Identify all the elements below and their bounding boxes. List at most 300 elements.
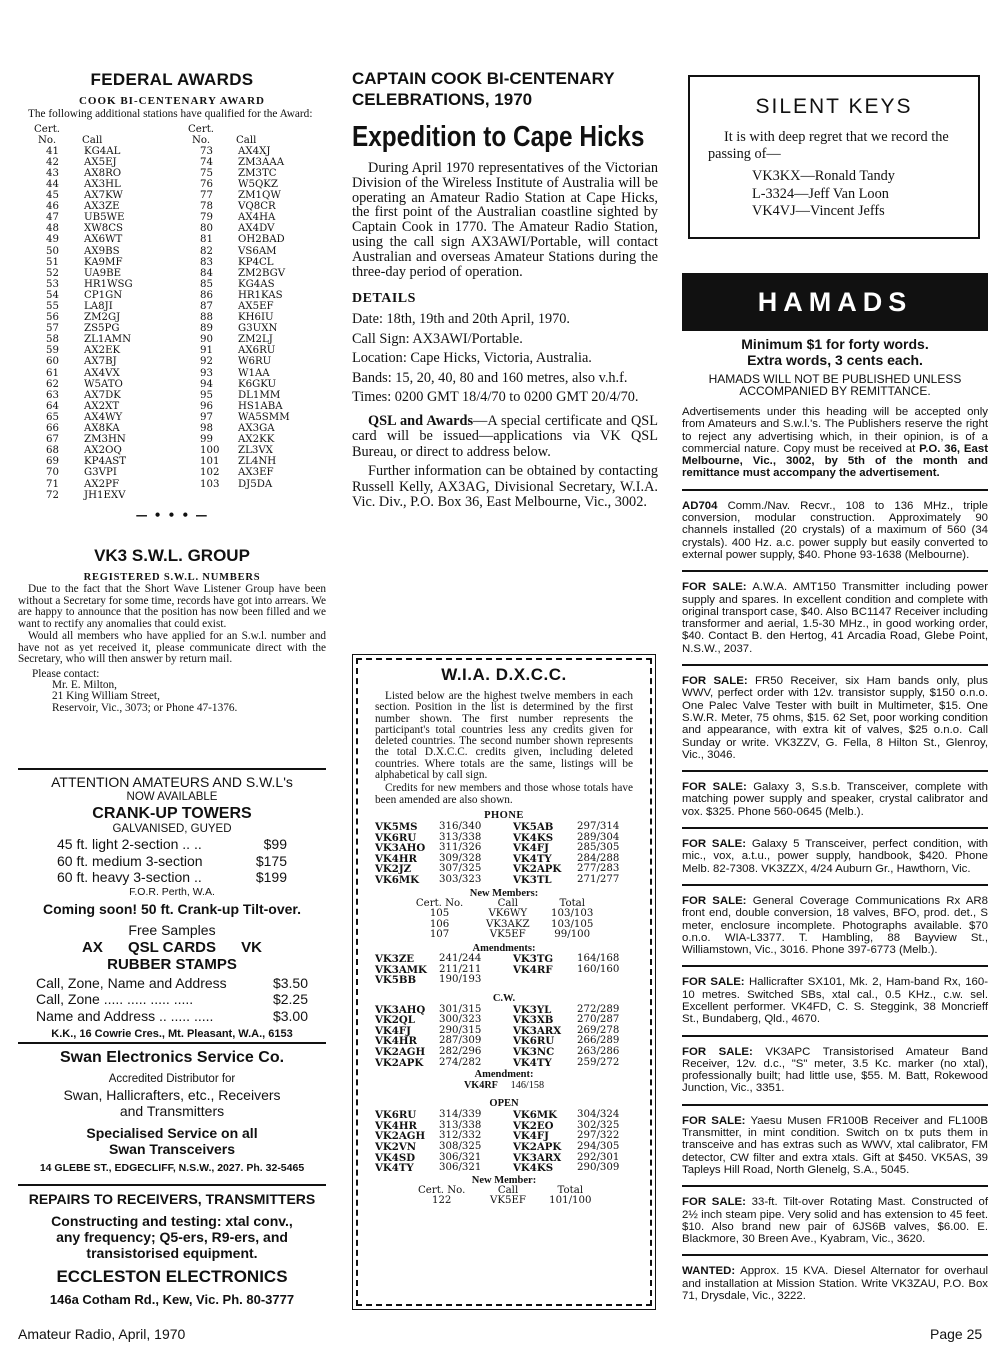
call-sign: AX4HA [238,212,276,224]
call-sign: HR1WSG [84,278,133,290]
award-row [34,179,133,190]
award-row [188,356,290,367]
award-row [34,157,133,168]
award-row [34,368,133,379]
award-row [188,223,290,234]
further-info: Further information can be obtained by contacting Russell Kelly, AX3AG, Divisional Secretary, W.I.A. Vic. Div., P.O. Box 36, East Melbourne, Vic., 3002. [352,463,658,510]
hamad-listing [682,1265,988,1302]
coming-soon: Coming soon! 50 ft. Crank-up Tilt-over. [43,900,301,917]
award-row [188,201,290,212]
col-head: Cert. No. [418,1184,466,1196]
cert-number: 78 [200,201,213,213]
hamad-text: General Coverage Communications Rx AR8 front end, double conversion, 18 valves, BFO, prod. det., S meter, enclosure incomplete. Photographs available. $70 o.n.o. WIA-L3377. T. Hambling, 88 Bayview St., Williamstown, Vic., 3016. Phone 397-6773 (Melb.). [682,894,988,957]
score: 304/324 [577,1109,620,1121]
hamad-text: Galaxy 3, S.s.b. Transceiver, complete with matching power supply and speaker, crystal calibrator and vox. $325. Phone 560-0645 (Melb.). [682,781,988,818]
score: 313/338 [439,831,482,843]
col-head: Call [82,134,103,146]
score: 303/323 [439,873,482,885]
score: 306/321 [439,1162,482,1174]
cert-number: 88 [200,312,213,324]
col-head [70,124,133,135]
award-row [188,268,290,279]
call-sign: JH1EXV [84,489,126,501]
call-sign: W1AA [238,367,270,379]
call-sign: ZS5PG [84,323,120,335]
call-sign: VK6MK [375,873,419,886]
price-label: Call, Zone, Name and Address [36,974,227,991]
dxcc-title: W.I.A. D.X.C.C. [441,665,567,684]
award-row [34,479,133,490]
hamad-text: 33-ft. Tilt-over Rotating Mast. Constructed of 2½ inch steam pipe. Very solid and has extension to 45 feet. $10. Also brand new pair of 6JS6B valves, $6.00. E. Blackmore, 30 Breen Ave., Kyabram, Vic., 3620. [682,1196,988,1246]
award-row [34,434,133,445]
score: 306/321 [439,1151,482,1163]
cert-number: 52 [46,267,59,279]
cert-number: 101 [200,456,220,468]
tower-price-list [57,836,287,886]
open-new-member-heading: New Member: [471,1174,537,1186]
call-sign: ZM2BGV [238,267,286,279]
dxcc-row [375,1058,630,1069]
cert-number: 102 [200,467,220,479]
dxcc-box [352,654,656,1310]
col-head: Total [557,1184,584,1196]
cert-number: 46 [46,201,59,213]
award-row [34,301,133,312]
call-sign: KG4AL [84,145,121,157]
hamad-separator [682,664,988,666]
dxcc-row [375,954,630,965]
call-sign: AX4VX [84,367,120,379]
cert-number: 44 [46,178,59,190]
hamads-notice-1: HAMADS WILL NOT BE PUBLISHED UNLESS [708,372,962,386]
call-sign: VK3TL [513,873,552,886]
new-members-table [404,899,604,941]
award-row [34,279,133,290]
score: 287/309 [439,1035,482,1047]
rubber-stamps: RUBBER STAMPS [107,955,237,973]
score: 211/211 [439,963,482,975]
call-sign: AX6RU [238,345,276,357]
call-sign: VK2QL [375,1014,415,1027]
hamad-separator [682,1254,988,1256]
cw-heading: C.W. [492,992,516,1004]
hamad-separator [682,1185,988,1187]
col-head: Call [236,134,257,146]
call-sign: LA8JI [84,301,113,312]
call-sign: VK3ZE [375,952,415,965]
call-sign: ZM2GJ [84,312,121,324]
call-sign: ZL1AMN [84,334,132,346]
cw-amend-call: VK4RF [463,1080,498,1092]
call-sign: VK6WY [488,908,528,920]
award-row [188,368,290,379]
new-member-row [404,930,604,941]
open-table [375,1110,630,1174]
award-row [34,490,133,501]
award-row [34,401,133,412]
cert-number: 96 [200,400,213,412]
divider-rule [18,1184,326,1186]
hamad-lead: FOR SALE: [682,838,747,851]
cert-number: 73 [200,145,213,157]
call-sign: VK2AGH [375,1046,426,1059]
award-row [34,467,133,478]
repairs-line-3: transistorised equipment. [86,1245,258,1261]
call-sign: W5ATO [84,378,123,390]
call-sign: VK2APK [513,863,562,876]
col-head: Total [559,897,585,909]
call-sign: ZL3VX [238,445,273,457]
col-head: Cert. [34,123,61,135]
cw-table [375,1005,630,1069]
award-row [34,445,133,456]
qsl-left: AX [82,938,103,956]
award-row [34,379,133,390]
call-sign: VK4HR [375,1035,417,1048]
phone-table [375,822,630,886]
score: 190/193 [439,974,482,986]
col-head: No. [38,134,57,146]
call-sign: VK3ARX [513,1151,562,1164]
call-sign: VK5EF [489,929,526,941]
call-sign: VK6MK [513,1109,557,1122]
cert-number: 99 [200,434,213,446]
hamad-separator [682,1035,988,1037]
call-sign: AX7KW [84,190,123,202]
swl-paragraph-1: Due to the fact that the Short Wave Listener Group have been without a Secretary for some time, records have got into arrears. We are happy to announce that the position has now been filled and we want to rectify any anomalies that could exist. [18,583,326,630]
award-row [188,379,290,390]
score: 285/305 [577,842,620,854]
call-sign: VK3TG [513,952,554,965]
silent-key-name: VK4VJ—Vincent Jeffs [752,203,885,219]
score: 269/278 [577,1024,620,1036]
award-row [34,268,133,279]
score: 297/314 [577,820,620,832]
call-sign: AX5EF [238,301,274,312]
eccleston-address: 146a Cotham Rd., Kew, Vic. Ph. 80-3777 [49,1292,295,1307]
col-head [224,124,290,135]
swl-address-1: Mr. E. Milton, [52,678,117,691]
col-head: No. [192,134,211,146]
award-row [188,479,290,490]
cert-number: 106 [429,918,450,930]
score: 302/325 [577,1119,620,1131]
score: 309/328 [439,852,482,864]
score: 270/287 [577,1014,620,1026]
award-row [188,323,290,334]
article-headline: Expedition to Cape Hicks [352,121,645,153]
repairs-line-2: any frequency; Q5-ers, R9-ers, and [56,1229,288,1245]
call-sign: AX6WT [84,234,123,246]
hamads-title: HAMADS [757,287,913,317]
open-new-cert: 122 [431,1195,452,1207]
award-row [34,345,133,356]
call-sign: VK3ARX [513,1024,562,1037]
score: 103/103 [551,908,594,920]
score: 312/332 [439,1130,482,1142]
call-sign: AX8KA [84,423,120,435]
silent-key-name: L-3324—Jeff Van Loon [752,185,889,202]
score [577,975,630,986]
award-row [188,423,290,434]
cook-award-subtitle: COOK BI-CENTENARY AWARD [78,95,265,107]
price-value: $175 [255,852,287,869]
hamad-text: Approx. 15 KVA. Diesel Alternator for overhaul and installation at Mission Station. Write VK3ZAU, P.O. Box 71, Drysdale, Vic., 3222. [682,1265,988,1303]
call-sign: VK4KS [513,1162,554,1175]
hamad-separator [682,570,988,572]
cert-number: 64 [46,400,59,412]
score: 266/289 [577,1035,620,1047]
cert-number: 100 [200,445,220,457]
swl-address-3: Reservoir, Vic., 3073; or Phone 47-1376. [52,701,238,714]
score: 271/277 [577,873,620,885]
hamads-section [682,336,988,1302]
call-sign: ZM3TC [238,167,277,179]
score: 297/322 [577,1130,620,1142]
now-available: NOW AVAILABLE [126,791,218,803]
score: 308/325 [439,1141,482,1153]
hamad-lead: FOR SALE: [682,1045,753,1058]
award-row [188,190,290,201]
cert-number: 93 [200,367,213,379]
call-sign: ZM3AAA [238,156,285,168]
swl-paragraph-2: Would all members who have applied for an S.w.l. number and have not as yet received it, please communicate direct with the Secretary, who will then answer by return mail. [18,630,326,665]
eccleston-name: ECCLESTON ELECTRONICS [56,1267,288,1286]
cert-number: 50 [46,245,59,257]
cert-number: 85 [200,278,213,290]
call-sign: ZM1QW [238,190,281,202]
federal-awards-title: FEDERAL AWARDS [90,70,254,89]
dxcc-row [375,975,630,986]
repairs-line-1: Constructing and testing: xtal conv., [51,1213,293,1229]
hamad-text: Yaesu Musen FR100B Receiver and FL100B Transmitter, in mint condition. Switch on tx puts them in transceive and has extras such as WWV, xtal calibrator, FM detector, CW filter and extra xtals. Gift at $450. VK5AS, 39 Tapleys Hill Road, North Glenelg, S.A., 5045. [682,1114,988,1176]
hamad-lead: FOR SALE: [682,894,747,907]
call-sign: VK4SD [375,1151,416,1164]
cert-number: 42 [46,156,59,168]
call-sign: VK2APK [513,1141,562,1154]
qsl-text: —A special certificate and QSL card will be issued—applications via VK QSL Bureau, or direct to address below. [352,412,658,460]
hamad-listing [682,781,988,818]
cert-number: 59 [46,345,59,357]
score: 263/286 [577,1046,620,1058]
hamad-listing [682,675,988,761]
award-row [34,201,133,212]
swl-address-2: 21 King William Street, [52,690,160,702]
cert-number: 87 [200,301,213,312]
award-row [34,356,133,367]
swan-electronics-ad [18,1049,326,1174]
call-sign: AX5EJ [84,156,117,168]
call-sign: VK2JZ [375,863,412,876]
call-sign: KP4CL [238,256,274,268]
score: 160/160 [577,963,620,975]
cert-number: 45 [46,190,59,202]
cert-number: 83 [200,256,213,268]
call-sign: VS6AM [238,245,277,257]
award-row [188,345,290,356]
divider-rule [18,1042,326,1044]
hamad-listing [682,1046,988,1095]
hamad-text: FR50 Receiver, six Ham bands only, plus WWV, perfect order with 12v. transistor supply, $150 o.n.o. One Palec Valve Tester with built in Multimeter, $15. One S.W.R. Meter, 75 ohms, $15. 62 Set, poor working condition and appearance, with extra kit of valves, $25 o.n.o. Call Sunday or write. VK3ZZV, G. Fella, 8 Hilton St., Glenroy, Vic., 3046. [682,675,988,761]
call-sign: AX3EF [238,467,274,479]
price-value: $2.25 [272,991,308,1007]
cert-number: 75 [200,167,213,179]
repairs-title: REPAIRS TO RECEIVERS, TRANSMITTERS [28,1191,316,1207]
open-heading: OPEN [489,1098,519,1110]
award-row [188,212,290,223]
call-sign: KP4AST [84,456,127,468]
call-sign: VK4TY [375,1162,414,1175]
free-samples: Free Samples [128,921,216,938]
cert-number: 105 [429,908,450,920]
call-sign: VK2EO [513,1119,554,1132]
swan-line-1: Accredited Distributor for [108,1073,236,1085]
call-sign: AX4DV [238,223,275,235]
cert-number: 65 [46,411,59,423]
call-sign: VK4TY [513,852,552,865]
call-sign: AX4XJ [238,145,271,157]
cert-number: 69 [46,456,59,468]
award-row [188,445,290,456]
dxcc-credits-note: Credits for new members and those whose totals have been amended are also shown. [375,782,633,806]
hamad-lead: FOR SALE: [682,976,745,989]
award-row [34,390,133,401]
cw-amendment-row [375,1080,633,1091]
award-row [188,456,290,467]
silent-keys-title: SILENT KEYS [755,95,913,118]
call-sign [503,975,577,986]
award-row [188,246,290,257]
score: 164/168 [577,952,620,964]
amendments-table [375,954,630,986]
hamad-separator [682,827,988,829]
hamad-lead: FOR SALE: [682,675,748,688]
cert-number: 66 [46,423,59,435]
hamad-separator [682,1104,988,1106]
cert-number: 48 [46,223,59,235]
hamads-terms-b: P.O. 36, East Melbourne, Vic., 3002, by 5th of the month and remittance must accompany the advertisement. [682,442,988,480]
award-row [34,423,133,434]
award-row [188,290,290,301]
price-label: 45 ft. light 2-section .. .. [57,836,202,852]
cert-number: 92 [200,356,213,368]
hamad-listing [682,895,988,956]
call-sign: AX3HL [84,178,121,190]
section-divider: — • • • — [135,507,209,522]
open-new-total: 101/100 [549,1195,592,1207]
award-row [34,290,133,301]
cert-number: 76 [200,178,213,190]
call-sign: HR1KAS [238,289,283,301]
score: 259/272 [577,1056,620,1068]
call-sign: KH6IU [238,312,274,324]
col-head: Call [497,1184,519,1196]
col-head: Call [497,897,518,909]
silent-keys-intro: It is with deep regret that we record the passing of— [708,129,949,162]
score: 290/315 [439,1024,482,1036]
award-row [34,456,133,467]
call-sign: VK4TY [513,1056,552,1069]
cert-number: 89 [200,323,213,335]
call-sign: CP1GN [84,289,123,301]
footer-page-number: Page 25 [930,1326,983,1342]
call-sign: VQ8CR [238,201,276,213]
cert-number: 41 [46,145,59,157]
cert-number: 53 [46,278,59,290]
price-label: 60 ft. medium 3-section [57,852,203,869]
hamads-notice-2: ACCOMPANIED BY REMITTANCE. [739,384,931,398]
score: 292/301 [577,1151,620,1163]
award-row [188,390,290,401]
award-row [34,168,133,179]
call-sign: VK4HR [375,852,417,865]
article-kicker-2: CELEBRATIONS, 1970 [352,90,533,109]
award-row [34,223,133,234]
details-callsign: Call Sign: AX3AWI/Portable. [352,330,523,347]
new-members-heading: New Members: [469,887,539,899]
call-sign: VK5BB [375,974,417,987]
cert-number: 43 [46,167,59,179]
call-sign: VK3YL [513,1003,552,1016]
call-sign: UB5WE [84,212,125,224]
score: 290/309 [577,1162,620,1174]
call-sign: VK4RF [513,963,553,976]
cape-hicks-article [352,68,658,510]
price-row [57,853,287,870]
price-row [36,1008,308,1025]
call-sign: AX9BS [84,245,120,257]
cert-number: 77 [200,190,213,202]
price-row [57,836,287,853]
call-sign: VK4FJ [513,1130,549,1143]
award-row [188,467,290,478]
cert-number: 91 [200,345,213,357]
hamad-lead: FOR SALE: [682,1114,746,1127]
details-times: Times: 0200 GMT 18/4/70 to 0200 GMT 20/4/70. [352,389,639,406]
hamad-listing [682,581,988,655]
qsl-mid: QSL CARDS [127,938,217,956]
call-sign: AX7DK [84,389,121,401]
qsl-lead: QSL and Awards [368,412,474,429]
call-sign: OH2BAD [238,234,285,246]
open-new-call: VK5EF [490,1195,526,1207]
award-row [34,246,133,257]
cert-number: 74 [200,156,213,168]
call-sign: VK4FJ [375,1024,411,1037]
towers-heading: CRANK-UP TOWERS [92,805,252,822]
award-row [34,323,133,334]
award-row [188,157,290,168]
col-head: Cert. No. [415,897,464,909]
call-sign: VK3AHO [375,842,426,855]
hamad-lead: AD704 [682,499,718,512]
call-sign: G3VPI [84,467,117,479]
call-sign: KA9MF [84,256,123,268]
award-intro: The following additional stations have qualified for the Award: [28,108,313,120]
score: 300/323 [439,1014,482,1026]
cw-amend-total: 146/158 [510,1080,545,1092]
cert-number: 68 [46,445,59,457]
price-value: $199 [255,869,287,885]
call-sign: AX8RO [84,167,122,179]
score: 307/325 [439,863,482,875]
dxcc-intro: Listed below are the highest twelve members in each section. Position in the list is determined by the first number shown. The first number represents the participant's total countries less any credits given for deleted countries. The second number shown represents the total D.X.C.C. credits given, including deleted countries. Where totals are the same, listings will be alphabetical by call sign. [375,690,633,782]
cert-number: 94 [200,378,213,390]
call-sign: VK4FJ [513,842,549,855]
cert-number: 55 [46,301,59,312]
hamad-listing [682,1115,988,1176]
award-row [188,434,290,445]
